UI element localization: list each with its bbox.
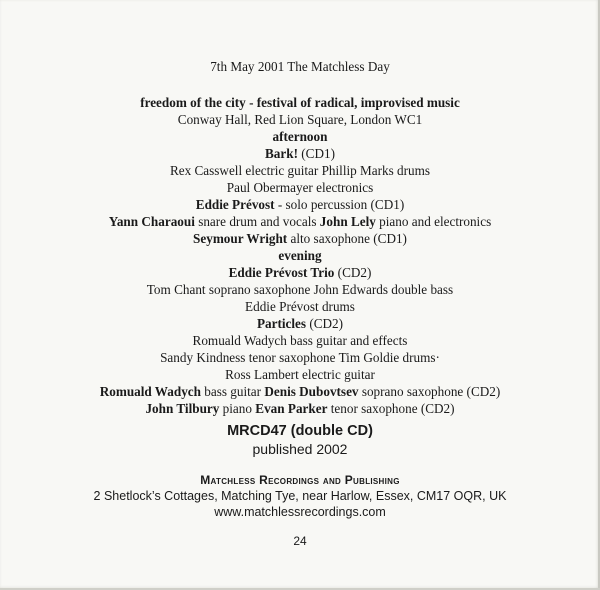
catalog-number: MRCD47 (double CD) xyxy=(227,423,373,439)
release-info xyxy=(0,422,600,458)
set-prevost-solo: Eddie Prévost - solo percussion (CD1) xyxy=(195,197,405,212)
published-year: published 2002 xyxy=(252,441,348,457)
set-bark: Bark! (CD1) xyxy=(265,146,335,161)
bark-lineup-2: Paul Obermayer electronics xyxy=(226,180,374,195)
set-particles: Particles (CD2) xyxy=(256,316,344,331)
trio-lineup-1: Tom Chant soprano saxophone John Edwards double bass xyxy=(146,282,454,297)
festival-venue: Conway Hall, Red Lion Square, London WC1 xyxy=(177,112,423,127)
page-number: 24 xyxy=(293,534,307,548)
bark-lineup-1: Rex Casswell electric guitar Phillip Marks drums xyxy=(169,163,431,178)
particles-lineup-1: Romuald Wadych bass guitar and effects xyxy=(192,333,408,348)
set-seymour-wright: Seymour Wright alto saxophone (CD1) xyxy=(193,231,407,246)
set-tilbury-parker: John Tilbury piano Evan Parker tenor saxophone (CD2) xyxy=(145,401,455,416)
liner-notes xyxy=(0,58,600,417)
date-line: 7th May 2001 The Matchless Day xyxy=(210,59,390,74)
set-wadych-dubovtsev: Romuald Wadych bass guitar Denis Dubovtsev soprano saxophone (CD2) xyxy=(99,384,501,399)
publisher-name: Matchless Recordings and Publishing xyxy=(200,473,400,487)
publisher-website: www.matchlessrecordings.com xyxy=(214,505,386,519)
set-charaoui-lely: Yann Charaoui snare drum and vocals John Lely piano and electronics xyxy=(108,214,492,229)
evening-heading: evening xyxy=(278,248,322,263)
afternoon-heading: afternoon xyxy=(272,129,328,144)
trio-lineup-2: Eddie Prévost drums xyxy=(245,299,355,314)
publisher-address: 2 Shetlock’s Cottages, Matching Tye, near Harlow, Essex, CM17 OQR, UK xyxy=(93,489,507,503)
festival-title: freedom of the city - festival of radical, improvised music xyxy=(140,95,460,110)
particles-lineup-2: Sandy Kindness tenor saxophone Tim Goldie drums· xyxy=(160,350,440,365)
publisher-block xyxy=(0,472,600,520)
particles-lineup-3: Ross Lambert electric guitar xyxy=(225,367,375,382)
set-prevost-trio: Eddie Prévost Trio (CD2) xyxy=(228,265,372,280)
